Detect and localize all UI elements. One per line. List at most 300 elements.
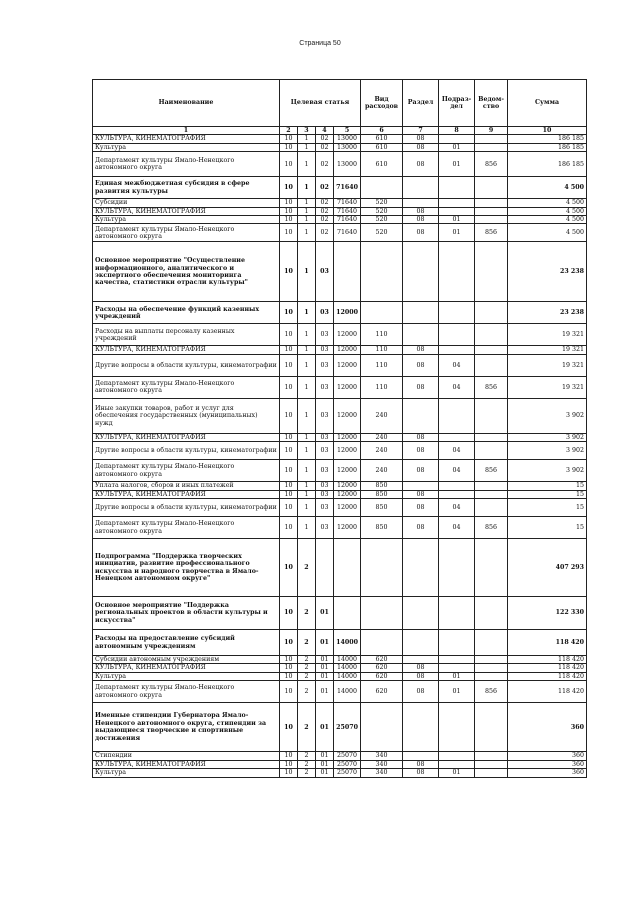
row-name-cell: Другие вопросы в области культуры, кинематографии [93, 499, 280, 517]
column-number: 8 [439, 127, 475, 135]
target-code-cell: 12000 [334, 346, 361, 354]
table-row [93, 216, 587, 224]
target-code-cell: 03 [316, 354, 334, 376]
amount-cell: 4 500 [508, 216, 587, 224]
amount-cell: 3 902 [508, 398, 587, 433]
row-name-cell: Культура [93, 216, 280, 224]
expense-type-cell [361, 302, 403, 324]
row-name-cell: Единая межбюджетная субсидия в сфере развития культуры [93, 177, 280, 199]
target-code-cell: 10 [280, 346, 298, 354]
department-cell [475, 752, 508, 760]
target-code-cell: 03 [316, 302, 334, 324]
target-code-cell: 12000 [334, 442, 361, 460]
target-code-cell: 14000 [334, 681, 361, 703]
section-cell [403, 199, 439, 207]
target-code-cell: 01 [316, 752, 334, 760]
department-cell [475, 499, 508, 517]
target-code-cell: 03 [316, 376, 334, 398]
header-department: Ведом-ство [475, 80, 508, 127]
table-row [93, 703, 587, 752]
target-code-cell: 2 [298, 672, 316, 680]
subsection-cell [439, 630, 475, 656]
section-cell: 08 [403, 376, 439, 398]
header-expense-type: Вид расходов [361, 80, 403, 127]
row-name-cell: Культура [93, 143, 280, 151]
expense-type-cell: 610 [361, 135, 403, 143]
section-cell [403, 398, 439, 433]
row-name-cell: Департамент культуры Ямало-Ненецкого автономного округа [93, 376, 280, 398]
table-row [93, 199, 587, 207]
target-code-cell: 12000 [334, 324, 361, 346]
expense-type-cell: 610 [361, 143, 403, 151]
section-cell [403, 703, 439, 752]
column-number-row [93, 127, 587, 135]
department-cell [475, 242, 508, 302]
table-row [93, 664, 587, 672]
department-cell [475, 769, 508, 777]
row-name-cell: Субсидии [93, 199, 280, 207]
target-code-cell: 02 [316, 177, 334, 199]
target-code-cell: 71640 [334, 199, 361, 207]
target-code-cell: 03 [316, 398, 334, 433]
target-code-cell: 10 [280, 207, 298, 215]
target-code-cell: 25070 [334, 760, 361, 768]
target-code-cell: 12000 [334, 398, 361, 433]
section-cell [403, 597, 439, 630]
amount-cell: 4 500 [508, 207, 587, 215]
target-code-cell: 1 [298, 346, 316, 354]
target-code-cell: 2 [298, 630, 316, 656]
table-row [93, 242, 587, 302]
row-name-cell: КУЛЬТУРА, КИНЕМАТОГРАФИЯ [93, 207, 280, 215]
department-cell [475, 346, 508, 354]
department-cell: 856 [475, 152, 508, 177]
target-code-cell: 02 [316, 143, 334, 151]
amount-cell: 4 500 [508, 177, 587, 199]
target-code-cell: 1 [298, 517, 316, 539]
target-code-cell: 01 [316, 681, 334, 703]
subsection-cell: 01 [439, 224, 475, 242]
row-name-cell: Стипендии [93, 752, 280, 760]
target-code-cell: 03 [316, 517, 334, 539]
table-row [93, 769, 587, 777]
row-name-cell: Уплата налогов, сборов и иных платежей [93, 482, 280, 490]
target-code-cell: 10 [280, 760, 298, 768]
row-name-cell: Департамент культуры Ямало-Ненецкого автономного округа [93, 224, 280, 242]
department-cell [475, 433, 508, 441]
table-row [93, 143, 587, 151]
target-code-cell: 13000 [334, 143, 361, 151]
table-row [93, 539, 587, 597]
subsection-cell: 01 [439, 672, 475, 680]
section-cell: 08 [403, 517, 439, 539]
target-code-cell: 10 [280, 769, 298, 777]
table-row [93, 135, 587, 143]
expense-type-cell: 520 [361, 207, 403, 215]
section-cell [403, 482, 439, 490]
department-cell: 856 [475, 681, 508, 703]
target-code-cell: 1 [298, 135, 316, 143]
target-code-cell: 10 [280, 135, 298, 143]
table-row [93, 517, 587, 539]
target-code-cell: 01 [316, 630, 334, 656]
section-cell: 08 [403, 354, 439, 376]
table-row [93, 346, 587, 354]
target-code-cell: 1 [298, 302, 316, 324]
row-name-cell: Расходы на выплаты персоналу казенных учреждений [93, 324, 280, 346]
target-code-cell: 2 [298, 664, 316, 672]
table-row [93, 207, 587, 215]
amount-cell: 15 [508, 517, 587, 539]
subsection-cell [439, 302, 475, 324]
target-code-cell: 12000 [334, 460, 361, 482]
target-code-cell: 10 [280, 354, 298, 376]
table-row [93, 656, 587, 664]
row-name-cell: Субсидии автономным учреждениям [93, 656, 280, 664]
target-code-cell: 1 [298, 482, 316, 490]
table-row [93, 760, 587, 768]
amount-cell: 3 902 [508, 442, 587, 460]
row-name-cell: Подпрограмма "Поддержка творческих инициатив, развитие профессионального искусства и народного творчества в Ямало-Ненецком автономном округе" [93, 539, 280, 597]
section-cell [403, 656, 439, 664]
subsection-cell: 01 [439, 152, 475, 177]
row-name-cell: Иные закупки товаров, работ и услуг для обеспечения государственных (муниципальных) нужд [93, 398, 280, 433]
target-code-cell: 10 [280, 199, 298, 207]
table-row [93, 630, 587, 656]
header-name: Наименование [93, 80, 280, 127]
row-name-cell: Именные стипендии Губернатора Ямало-Ненецкого автономного округа, стипендии за выдающиеся творческие и спортивные достижения [93, 703, 280, 752]
subsection-cell [439, 177, 475, 199]
department-cell [475, 143, 508, 151]
expense-type-cell: 110 [361, 376, 403, 398]
target-code-cell: 10 [280, 324, 298, 346]
target-code-cell: 10 [280, 672, 298, 680]
expense-type-cell: 240 [361, 433, 403, 441]
target-code-cell: 03 [316, 346, 334, 354]
section-cell: 08 [403, 143, 439, 151]
subsection-cell [439, 703, 475, 752]
subsection-cell [439, 207, 475, 215]
subsection-cell [439, 135, 475, 143]
amount-cell: 118 420 [508, 630, 587, 656]
table-row [93, 752, 587, 760]
amount-cell: 23 238 [508, 302, 587, 324]
target-code-cell: 10 [280, 177, 298, 199]
amount-cell: 19 321 [508, 346, 587, 354]
expense-type-cell: 340 [361, 752, 403, 760]
column-number: 1 [93, 127, 280, 135]
row-name-cell: КУЛЬТУРА, КИНЕМАТОГРАФИЯ [93, 135, 280, 143]
expense-type-cell: 620 [361, 656, 403, 664]
expense-type-cell [361, 630, 403, 656]
row-name-cell: Культура [93, 769, 280, 777]
section-cell: 08 [403, 664, 439, 672]
section-cell: 08 [403, 442, 439, 460]
target-code-cell: 10 [280, 152, 298, 177]
target-code-cell: 10 [280, 376, 298, 398]
target-code-cell: 2 [298, 539, 316, 597]
target-code-cell: 2 [298, 681, 316, 703]
target-code-cell: 01 [316, 597, 334, 630]
department-cell [475, 482, 508, 490]
expense-type-cell: 110 [361, 346, 403, 354]
department-cell: 856 [475, 376, 508, 398]
department-cell [475, 216, 508, 224]
target-code-cell: 1 [298, 242, 316, 302]
department-cell [475, 177, 508, 199]
department-cell [475, 324, 508, 346]
header-row [93, 80, 587, 127]
target-code-cell: 25070 [334, 752, 361, 760]
target-code-cell: 2 [298, 656, 316, 664]
row-name-cell: Расходы на обеспечение функций казенных учреждений [93, 302, 280, 324]
table-row [93, 354, 587, 376]
target-code-cell [316, 539, 334, 597]
section-cell: 08 [403, 460, 439, 482]
expense-type-cell [361, 703, 403, 752]
section-cell: 08 [403, 216, 439, 224]
amount-cell: 19 321 [508, 354, 587, 376]
target-code-cell: 01 [316, 703, 334, 752]
row-name-cell: Расходы на предоставление субсидий автономным учреждениям [93, 630, 280, 656]
expense-type-cell: 110 [361, 354, 403, 376]
amount-cell: 360 [508, 760, 587, 768]
target-code-cell: 02 [316, 199, 334, 207]
column-number: 4 [316, 127, 334, 135]
section-cell: 08 [403, 769, 439, 777]
target-code-cell: 10 [280, 460, 298, 482]
amount-cell: 407 293 [508, 539, 587, 597]
amount-cell: 23 238 [508, 242, 587, 302]
target-code-cell: 02 [316, 152, 334, 177]
expense-type-cell: 620 [361, 664, 403, 672]
target-code-cell: 10 [280, 143, 298, 151]
expense-type-cell: 850 [361, 499, 403, 517]
target-code-cell: 1 [298, 324, 316, 346]
section-cell: 08 [403, 152, 439, 177]
target-code-cell: 1 [298, 224, 316, 242]
row-name-cell: Другие вопросы в области культуры, кинематографии [93, 442, 280, 460]
target-code-cell: 10 [280, 216, 298, 224]
expense-type-cell: 850 [361, 490, 403, 498]
amount-cell: 360 [508, 703, 587, 752]
amount-cell: 15 [508, 482, 587, 490]
target-code-cell: 2 [298, 752, 316, 760]
section-cell: 08 [403, 681, 439, 703]
target-code-cell: 03 [316, 499, 334, 517]
section-cell [403, 539, 439, 597]
section-cell: 08 [403, 433, 439, 441]
department-cell [475, 760, 508, 768]
target-code-cell: 03 [316, 482, 334, 490]
expense-type-cell [361, 597, 403, 630]
target-code-cell: 1 [298, 499, 316, 517]
amount-cell: 4 500 [508, 224, 587, 242]
section-cell [403, 242, 439, 302]
subsection-cell: 04 [439, 460, 475, 482]
expense-type-cell: 620 [361, 681, 403, 703]
expense-type-cell: 520 [361, 199, 403, 207]
expense-type-cell [361, 539, 403, 597]
section-cell: 08 [403, 499, 439, 517]
table-row [93, 324, 587, 346]
target-code-cell: 10 [280, 664, 298, 672]
column-number: 5 [334, 127, 361, 135]
target-code-cell: 1 [298, 433, 316, 441]
expense-type-cell: 340 [361, 769, 403, 777]
target-code-cell: 03 [316, 442, 334, 460]
section-cell [403, 630, 439, 656]
expense-type-cell: 240 [361, 398, 403, 433]
row-name-cell: Департамент культуры Ямало-Ненецкого автономного округа [93, 681, 280, 703]
header-amount: Сумма [508, 80, 587, 127]
target-code-cell: 1 [298, 376, 316, 398]
department-cell: 856 [475, 460, 508, 482]
department-cell [475, 199, 508, 207]
department-cell [475, 664, 508, 672]
target-code-cell: 01 [316, 664, 334, 672]
table-row [93, 177, 587, 199]
row-name-cell: КУЛЬТУРА, КИНЕМАТОГРАФИЯ [93, 346, 280, 354]
target-code-cell: 02 [316, 207, 334, 215]
target-code-cell: 10 [280, 242, 298, 302]
column-number: 9 [475, 127, 508, 135]
target-code-cell: 02 [316, 135, 334, 143]
target-code-cell: 01 [316, 769, 334, 777]
subsection-cell: 04 [439, 354, 475, 376]
subsection-cell [439, 199, 475, 207]
subsection-cell [439, 482, 475, 490]
column-number: 6 [361, 127, 403, 135]
table-row [93, 152, 587, 177]
target-code-cell: 1 [298, 216, 316, 224]
page-number: Страница 50 [299, 40, 341, 47]
table-row [93, 398, 587, 433]
target-code-cell: 2 [298, 703, 316, 752]
table-row [93, 433, 587, 441]
subsection-cell [439, 752, 475, 760]
target-code-cell: 1 [298, 442, 316, 460]
amount-cell: 19 321 [508, 376, 587, 398]
expense-type-cell: 520 [361, 216, 403, 224]
subsection-cell [439, 242, 475, 302]
department-cell: 856 [475, 517, 508, 539]
department-cell [475, 539, 508, 597]
target-code-cell: 10 [280, 752, 298, 760]
department-cell [475, 630, 508, 656]
amount-cell: 186 185 [508, 143, 587, 151]
header-subsection: Подраз-дел [439, 80, 475, 127]
subsection-cell: 04 [439, 442, 475, 460]
subsection-cell: 01 [439, 216, 475, 224]
row-name-cell: КУЛЬТУРА, КИНЕМАТОГРАФИЯ [93, 760, 280, 768]
table-row [93, 302, 587, 324]
column-number: 10 [508, 127, 587, 135]
target-code-cell: 1 [298, 152, 316, 177]
subsection-cell [439, 597, 475, 630]
section-cell: 08 [403, 760, 439, 768]
target-code-cell: 2 [298, 769, 316, 777]
amount-cell: 360 [508, 752, 587, 760]
row-name-cell: КУЛЬТУРА, КИНЕМАТОГРАФИЯ [93, 664, 280, 672]
target-code-cell: 2 [298, 597, 316, 630]
target-code-cell: 1 [298, 460, 316, 482]
target-code-cell: 10 [280, 433, 298, 441]
amount-cell: 118 420 [508, 656, 587, 664]
table-row [93, 490, 587, 498]
target-code-cell: 12000 [334, 354, 361, 376]
section-cell: 08 [403, 135, 439, 143]
subsection-cell [439, 324, 475, 346]
target-code-cell [334, 242, 361, 302]
target-code-cell: 10 [280, 224, 298, 242]
subsection-cell [439, 490, 475, 498]
row-name-cell: КУЛЬТУРА, КИНЕМАТОГРАФИЯ [93, 433, 280, 441]
expense-type-cell: 240 [361, 460, 403, 482]
target-code-cell: 14000 [334, 664, 361, 672]
row-name-cell: Основное мероприятие "Поддержка региональных проектов в области культуры и искусства" [93, 597, 280, 630]
header-section: Раздел [403, 80, 439, 127]
table-row [93, 224, 587, 242]
column-number: 3 [298, 127, 316, 135]
subsection-cell [439, 539, 475, 597]
target-code-cell: 1 [298, 398, 316, 433]
amount-cell: 186 185 [508, 152, 587, 177]
target-code-cell: 10 [280, 656, 298, 664]
target-code-cell: 71640 [334, 224, 361, 242]
target-code-cell: 12000 [334, 433, 361, 441]
department-cell [475, 597, 508, 630]
department-cell [475, 354, 508, 376]
table-row [93, 376, 587, 398]
target-code-cell: 10 [280, 442, 298, 460]
target-code-cell: 1 [298, 207, 316, 215]
target-code-cell: 71640 [334, 177, 361, 199]
expense-type-cell: 110 [361, 324, 403, 346]
expense-type-cell: 850 [361, 517, 403, 539]
target-code-cell: 12000 [334, 499, 361, 517]
department-cell [475, 703, 508, 752]
target-code-cell: 71640 [334, 216, 361, 224]
target-code-cell: 1 [298, 490, 316, 498]
row-name-cell: Департамент культуры Ямало-Ненецкого автономного округа [93, 517, 280, 539]
table-row [93, 672, 587, 680]
row-name-cell: Департамент культуры Ямало-Ненецкого автономного округа [93, 152, 280, 177]
target-code-cell: 71640 [334, 207, 361, 215]
expense-type-cell: 520 [361, 224, 403, 242]
column-number: 7 [403, 127, 439, 135]
expense-type-cell [361, 242, 403, 302]
department-cell [475, 302, 508, 324]
section-cell [403, 302, 439, 324]
department-cell [475, 656, 508, 664]
target-code-cell: 01 [316, 672, 334, 680]
target-code-cell: 03 [316, 490, 334, 498]
section-cell: 08 [403, 490, 439, 498]
target-code-cell: 12000 [334, 302, 361, 324]
amount-cell: 118 420 [508, 672, 587, 680]
target-code-cell: 1 [298, 354, 316, 376]
target-code-cell: 10 [280, 630, 298, 656]
target-code-cell: 25070 [334, 703, 361, 752]
target-code-cell [334, 597, 361, 630]
amount-cell: 4 500 [508, 199, 587, 207]
section-cell: 08 [403, 346, 439, 354]
department-cell [475, 398, 508, 433]
section-cell [403, 324, 439, 346]
subsection-cell [439, 760, 475, 768]
subsection-cell: 01 [439, 769, 475, 777]
